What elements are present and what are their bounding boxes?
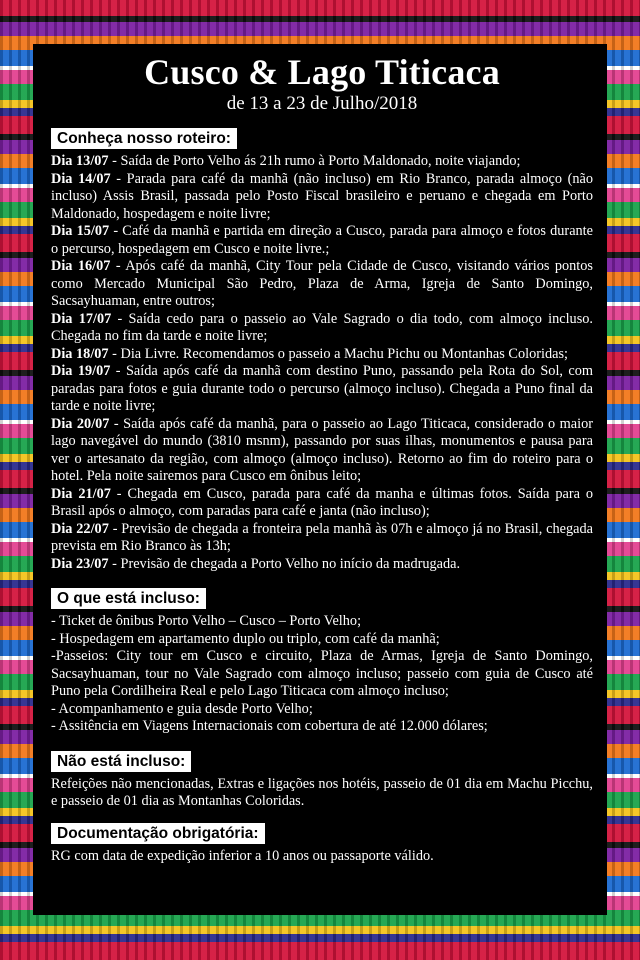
- day-text: - Saída cedo para o passeio ao Vale Sagrado o dia todo, com almoço incluso. Chegada no fim da tarde e noite livre;: [51, 310, 593, 344]
- itinerary-day: [51, 486, 593, 521]
- itinerary-day: [51, 416, 593, 486]
- itinerary-day: [51, 223, 593, 258]
- itinerary-heading: Conheça nosso roteiro:: [51, 128, 237, 149]
- itinerary-day: [51, 521, 593, 556]
- itinerary-day: [51, 171, 593, 224]
- day-date: Dia 14/07: [51, 170, 111, 187]
- day-date: Dia 18/07: [51, 345, 109, 362]
- included-item: - Assitência em Viagens Internacionais com cobertura de até 12.000 dólares;: [51, 718, 488, 734]
- day-date: Dia 20/07: [51, 415, 110, 432]
- day-text: - Dia Livre. Recomendamos o passeio a Machu Pichu ou Montanhas Coloridas;: [108, 345, 568, 362]
- day-date: Dia 16/07: [51, 258, 111, 274]
- documents-heading: Documentação obrigatória:: [51, 823, 265, 844]
- itinerary-list: [51, 153, 593, 573]
- day-date: Dia 13/07: [51, 153, 109, 169]
- itinerary-day: [51, 346, 593, 364]
- documents-paragraph: RG com data de expedição inferior a 10 anos ou passaporte válido.: [51, 847, 434, 864]
- day-text: - Café da manhã e partida em direção a Cusco, parada para almoço e fotos durante o percurso, hospedagem em Cusco e noite livre.;: [51, 223, 594, 257]
- day-text: - Parada para café da manhã (não incluso) em Rio Branco, parada almoço (não incluso) Assis Brasil, passada pelo Posto Fiscal brasileiro e peruano e chegada em Porto Maldonado, hospedagem e noite livre;: [51, 170, 593, 222]
- day-text: - Saída após café da manhã com destino Puno, passando pela Rota do Sol, com paradas para fotos e guia durante todo o percurso (almoço incluso). Chegada a Puno final da tarde e noite livre;: [51, 363, 593, 414]
- day-text: - Após café da manhã, City Tour pela Cidade de Cusco, visitando vários pontos como Mercado Municipal São Pedro, Plaza de Arma, Igreja de Santo Domingo, Sacsayhuaman, entre outros;: [51, 258, 593, 309]
- day-date: Dia 17/07: [51, 310, 112, 327]
- included-heading: O que está incluso:: [51, 588, 206, 609]
- itinerary-day: [51, 556, 593, 574]
- not-included-heading: Não está incluso:: [51, 751, 191, 772]
- day-date: Dia 22/07: [51, 520, 109, 537]
- day-date: Dia 23/07: [51, 555, 109, 572]
- day-date: Dia 21/07: [51, 485, 111, 502]
- documents-text: [51, 848, 593, 866]
- day-text: - Previsão de chegada a Porto Velho no início da madrugada.: [108, 555, 461, 572]
- included-item: - Hospedagem em apartamento duplo ou triplo, com café da manhã;: [51, 630, 440, 647]
- included-item: - Ticket de ônibus Porto Velho – Cusco – Porto Velho;: [51, 613, 362, 629]
- itinerary-day: [51, 311, 593, 346]
- itinerary-day: [51, 363, 593, 416]
- day-date: Dia 15/07: [51, 223, 110, 239]
- not-included-paragraph: Refeições não mencionadas, Extras e ligações nos hotéis, passeio de 01 dia em Machu Picchu, e passeio de 01 dia as Montanhas Coloridas.: [51, 775, 593, 809]
- day-date: Dia 19/07: [51, 363, 111, 379]
- not-included-text: [51, 776, 593, 811]
- included-item: - Acompanhamento e guia desde Porto Velho;: [51, 700, 313, 717]
- included-list: [51, 613, 593, 736]
- included-item: -Passeios: City tour em Cusco e circuito, Plaza de Armas, Igreja de Santo Domingo, Sacsayhuaman, tour no Vale Sagrado com almoço incluso; passeio com guia de Cusco até Puno pela Cordilheira Real e pelo Lago Titicaca com almoço incluso;: [51, 648, 593, 699]
- day-text: - Saída de Porto Velho ás 21h rumo à Porto Maldonado, noite viajando;: [108, 153, 521, 169]
- date-range: de 13 a 23 de Julho/2018: [226, 93, 418, 114]
- day-text: - Previsão de chegada a fronteira pela manhã às 07h e almoço já no Brasil, chegada prevista em Rio Branco às 13h;: [51, 520, 594, 554]
- itinerary-day: [51, 258, 593, 311]
- day-text: - Saída após café da manhã, para o passeio ao Lago Titicaca, considerado o maior lago navegável do mundo (3810 msnm), passando por suas ilhas, monumentos e pausa para ver o artesanato da região, com almoço (almoço incluso). Retorno ao fim do roteiro para o hotel. Pela noite sairemos para Cusco em ônibus leito;: [51, 415, 593, 484]
- page-title: Cusco & Lago Titicaca: [144, 52, 500, 92]
- itinerary-day: [51, 153, 593, 171]
- content-panel: [33, 44, 607, 915]
- day-text: - Chegada em Cusco, parada para café da manha e últimas fotos. Saída para o Brasil após o almoço, com paradas para café e janta (não incluso);: [51, 485, 593, 519]
